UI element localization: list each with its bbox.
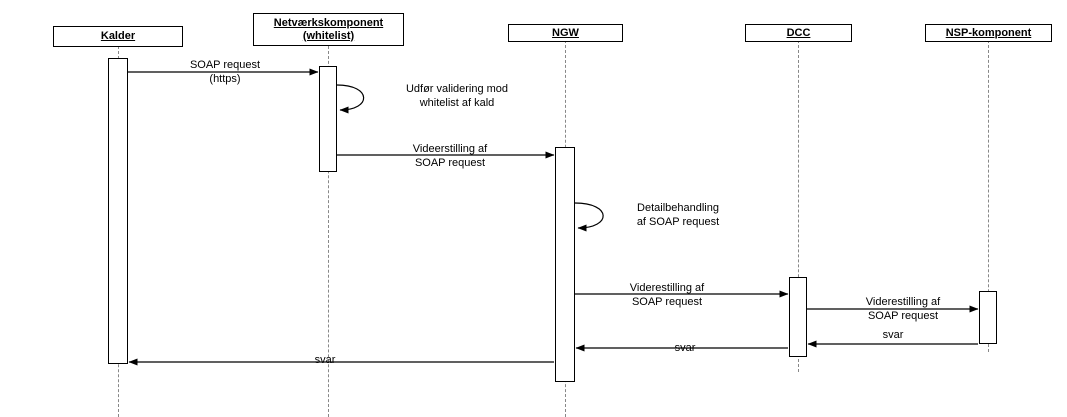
self-message-label-validering: [382, 83, 532, 111]
message-label-svar-nsp-dcc: [853, 329, 933, 343]
participant-sublabel: (whitelist): [302, 29, 355, 42]
activation-kalder: [108, 58, 128, 364]
message-label-svar-dcc-ngw: [645, 342, 725, 356]
participant-label: Netværkskomponent: [273, 16, 384, 29]
message-label-line2: (https): [209, 72, 241, 85]
self-message-label-detailbehandling: [618, 202, 738, 230]
self-message-label-line1: Udfør validering mod: [405, 83, 509, 95]
participant-kalder[interactable]: [53, 26, 183, 47]
message-label-viderestilling-dcc: [607, 282, 727, 310]
participant-label: NSP-komponent: [945, 26, 1032, 39]
self-message-label-line2: whitelist af kald: [419, 96, 495, 109]
self-message-label-line2: af SOAP request: [636, 215, 720, 228]
message-label-line1: Videerstilling af: [412, 143, 488, 155]
self-message-label-line1: Detailbehandling: [637, 202, 719, 214]
participant-label: Kalder: [100, 30, 136, 43]
participant-netvaerkskomponent[interactable]: [253, 13, 404, 46]
message-label-line2: SOAP request: [867, 309, 939, 322]
message-label-line2: SOAP request: [414, 156, 486, 169]
activation-dcc: [789, 277, 807, 357]
message-label-viderestilling-nsp: [843, 296, 963, 324]
message-label-line1: svar: [314, 354, 336, 366]
participant-dcc[interactable]: [745, 24, 852, 42]
message-label-line1: svar: [882, 329, 904, 341]
message-label-line1: SOAP request: [189, 59, 261, 71]
message-label-line1: Viderestilling af: [865, 296, 941, 308]
participant-ngw[interactable]: [508, 24, 623, 42]
message-label-line1: svar: [674, 342, 696, 354]
participant-label: DCC: [786, 26, 811, 39]
message-label-viderestilling-ngw: [390, 143, 510, 171]
message-label-line2: SOAP request: [631, 295, 703, 308]
participant-nsp-komponent[interactable]: [925, 24, 1052, 42]
participant-label: NGW: [552, 26, 579, 39]
message-label-line1: Viderestilling af: [629, 282, 705, 294]
activation-nsp: [979, 291, 997, 344]
activation-netvaerkskomponent: [319, 66, 337, 172]
message-label-svar-ngw-kalder: [285, 354, 365, 368]
activation-ngw: [555, 147, 575, 382]
message-label-soap-request: [160, 59, 290, 87]
